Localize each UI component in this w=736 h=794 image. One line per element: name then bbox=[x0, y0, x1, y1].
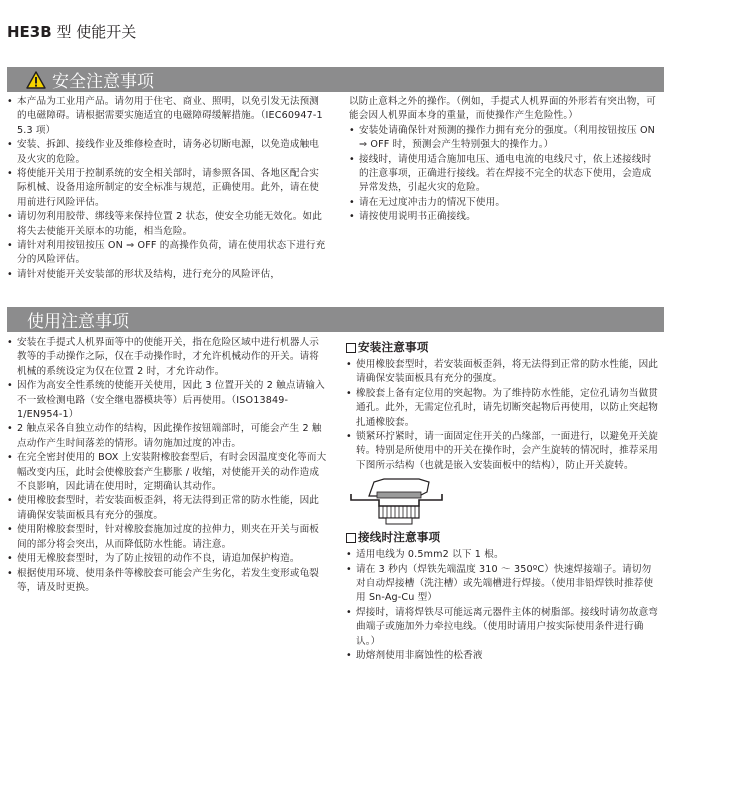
list-item: • 请针对使能开关安装部的形状及结构，进行充分的风险评估， bbox=[7, 268, 327, 282]
list-item: • 请针对利用按钮按压 ON ⇒ OFF 的高操作负荷，请在使用状态下进行充分的风险评估。 bbox=[7, 239, 327, 268]
list-item: • 使用橡胶套型时，若安装面板歪斜，将无法得到正常的防水性能，因此请确保安装面板具有充分的强度。 bbox=[346, 358, 661, 387]
wiring-subheading bbox=[346, 530, 661, 545]
list-item: • 2 触点采各自独立动作的结构，因此操作按钮端部时，可能会产生 2 触点动作产生时间落差的情形。请勿施加过度的冲击。 bbox=[7, 422, 327, 451]
checkbox-square-icon bbox=[346, 533, 356, 543]
safety-right-column bbox=[349, 95, 661, 225]
list-item-continued: 以防止意料之外的操作。（例如，手提式人机界面的外形若有突出物，可能会因人机界面本身的重量，而使操作产生危险性。） bbox=[349, 96, 656, 122]
list-item: • 在完全密封使用的 BOX 上安装附橡胶套型后，有时会因温度变化等而大幅改变内压，此时会使橡胶套产生膨胀 / 收缩，对使能开关的动作造成不良影响，因此请在使用时，定期确认其动作。 bbox=[7, 451, 327, 494]
list-item: • 锁紧环拧紧时，请一面固定住开关的凸缘部，一面进行，以避免开关旋转。特别是所使用中的开关在操作时，会产生旋转的情况时，推荐采用下图所示结构（也就是嵌入安装面板中的结构），防止开关旋转。 bbox=[346, 430, 661, 473]
list-item: • 使用附橡胶套型时，针对橡胶套施加过度的拉伸力，则夹在开关与面板间的部分将会突出，从而降低防水性能。请注意。 bbox=[7, 523, 327, 552]
safety-heading: 安全注意事项 bbox=[52, 72, 154, 92]
list-item: • 将使能开关用于控制系统的安全相关部时，请参照各国、各地区配合实际机械、设备用途所制定的安全标准与规范，正确使用。此外，请在使用前进行风险评估。 bbox=[7, 167, 327, 210]
list-item: • 安装、拆卸、接线作业及维修检查时，请务必切断电源，以免造成触电及火灾的危险。 bbox=[7, 138, 327, 167]
model-name: HE3B bbox=[7, 23, 52, 41]
checkbox-square-icon bbox=[346, 343, 356, 353]
list-item: • 请按使用说明书正确接线。 bbox=[349, 210, 661, 224]
list-item: • 请在 3 秒内（焊铁先端温度 310 ～ 350ºC）快速焊接端子。请切勿对自动焊接槽（洗注槽）或先端槽进行焊接。（使用非铅焊铁时推荐使用 Sn-Ag-Cu 型） bbox=[346, 563, 661, 606]
title-rest: 型 使能开关 bbox=[51, 23, 137, 41]
list-item: • 安装在手提式人机界面等中的使能开关，指在危险区域中进行机器人示教等的手动操作之际，仅在手动操作时，才允许机械动作的开关。请将机械的系统设定为仅在位置 2 时，才允许动作。 bbox=[7, 336, 327, 379]
usage-right-column bbox=[346, 336, 661, 664]
safety-section-bar bbox=[7, 67, 664, 92]
list-item: • 根据使用环境、使用条件等橡胶套可能会产生劣化，若发生变形或龟裂等，请及时更换。 bbox=[7, 567, 327, 596]
list-item: • 接线时，请使用适合施加电压、通电电流的电线尺寸，依上述接线时的注意事项，正确进行接线。若在焊接不完全的状态下使用，会造成异常发热，引起火灾的危险。 bbox=[349, 153, 661, 196]
usage-left-column bbox=[7, 336, 327, 595]
list-item: • 焊接时，请将焊铁尽可能远离元器件主体的树脂部。接线时请勿故意弯曲端子或施加外力牵拉电线。（使用时请用户按实际使用条件进行确认。） bbox=[346, 606, 661, 649]
safety-left-column bbox=[7, 95, 327, 282]
list-item: • 适用电线为 0.5mm2 以下 1 根。 bbox=[346, 548, 661, 562]
panel-mount-diagram bbox=[349, 478, 444, 526]
install-heading-text: 安装注意事项 bbox=[358, 340, 429, 354]
list-item: • 橡胶套上备有定位用的突起物。为了维持防水性能，定位孔请勿当做贯通孔。此外，无需定位孔时，请先切断突起物后再使用，以防止突起物扎通橡胶套。 bbox=[346, 387, 661, 430]
usage-heading: 使用注意事项 bbox=[27, 312, 129, 332]
install-subheading bbox=[346, 340, 661, 355]
list-item: • 本产品为工业用产品。请勿用于住宅、商业、照明，以免引发无法预测的电磁障碍。请根据需要实施适宜的电磁障碍缓解措施。（IEC60947-1 5.3 项） bbox=[7, 95, 327, 138]
usage-section-bar bbox=[7, 307, 664, 332]
list-item: • 因作为高安全性系统的使能开关使用，因此 3 位置开关的 2 触点请输入不一致检测电路（安全继电器模块等）后再使用。（ISO13849-1/EN954-1） bbox=[7, 379, 327, 422]
wiring-heading-text: 接线时注意事项 bbox=[358, 530, 441, 545]
list-item: • 使用无橡胶套型时，为了防止按钮的动作不良，请追加保护构造。 bbox=[7, 552, 327, 566]
list-item: • 请切勿利用胶带、绑线等来保持位置 2 状态，使安全功能无效化。如此将失去使能开关原本的功能，相当危险。 bbox=[7, 210, 327, 239]
warning-triangle-icon bbox=[26, 71, 46, 89]
list-item: • 助熔剂使用非腐蚀性的松香液 bbox=[346, 649, 661, 663]
list-item: • 使用橡胶套型时，若安装面板歪斜，将无法得到正常的防水性能，因此请确保安装面板具有充分的强度。 bbox=[7, 494, 327, 523]
list-item: • 请在无过度冲击力的情况下使用。 bbox=[349, 196, 661, 210]
page-title bbox=[7, 21, 136, 42]
list-item: • 安装处请确保针对预测的操作力拥有充分的强度。（利用按钮按压 ON ⇒ OFF 时，预测会产生特别强大的操作力。） bbox=[349, 124, 661, 153]
